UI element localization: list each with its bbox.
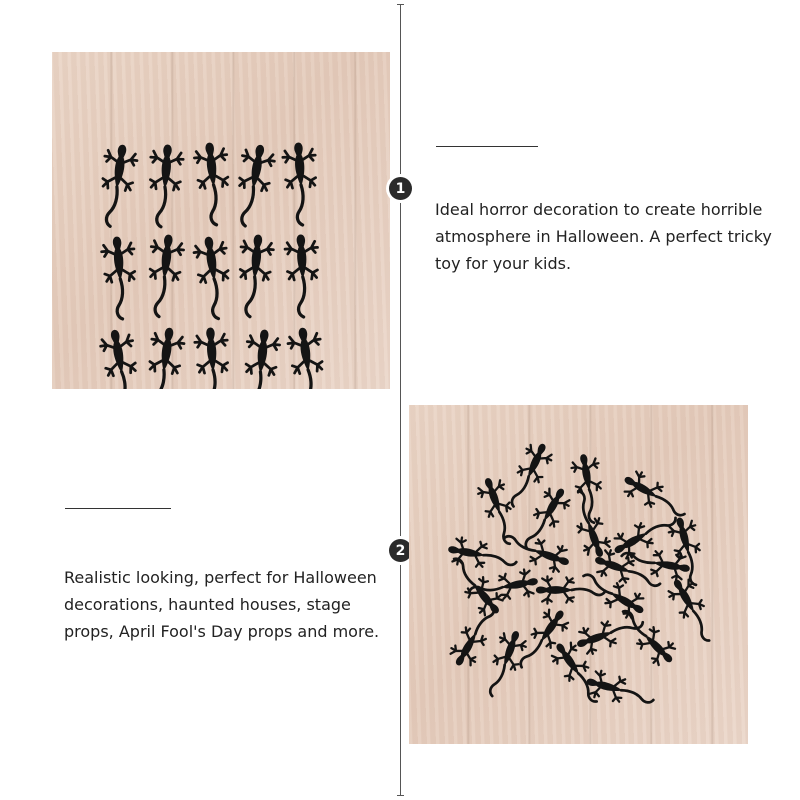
lizard-toy [240,328,281,389]
lizard-toy [446,536,519,575]
section-1-description: Ideal horror decoration to create horrible atmosphere in Halloween. A perfect tricky toy for your kids. [435,200,772,273]
lizard-scattered-illustration [409,405,748,744]
lizard-toy [664,573,722,647]
lizard-toy [286,326,330,389]
lizard-toy [100,235,140,320]
lizard-toy [95,143,139,229]
section-2-rule [65,508,171,509]
section-2-description: Realistic looking, perfect for Halloween decorations, haunted houses, stage props, April Fool's Day props and more. [64,568,380,641]
lizard-toy [511,603,573,675]
lizard-toy [98,327,144,389]
lizard-toy [613,603,681,671]
lizard-toy [570,452,609,525]
lizard-toy [144,233,185,318]
lizard-toy [193,141,234,226]
lizard-scattered-photo [409,405,748,744]
lizard-toy [618,467,692,525]
lizard-toy [230,142,276,229]
lizard-toy [608,505,682,563]
lizard-toy [583,668,657,712]
step-2-number: 2 [395,542,406,559]
lizard-toy [142,326,186,389]
step-1-marker [389,177,412,200]
lizard-grid-illustration [52,52,390,389]
lizard-toy [474,474,523,548]
lizard-toy [282,141,320,226]
lizard-toy [516,482,574,556]
lizard-toy [146,143,184,228]
step-1-number: 1 [395,180,406,197]
lizard-toy [480,627,529,701]
lizard-toy [194,326,232,389]
lizard-toy [192,235,236,321]
lizard-toy [573,608,647,657]
lizard-grid-photo [52,52,390,389]
section-1-rule [436,146,538,147]
center-divider-line [400,4,401,796]
lizard-toy [547,636,609,708]
lizard-toy [235,233,275,318]
lizard-toy [502,438,556,512]
lizard-toy [284,234,321,318]
